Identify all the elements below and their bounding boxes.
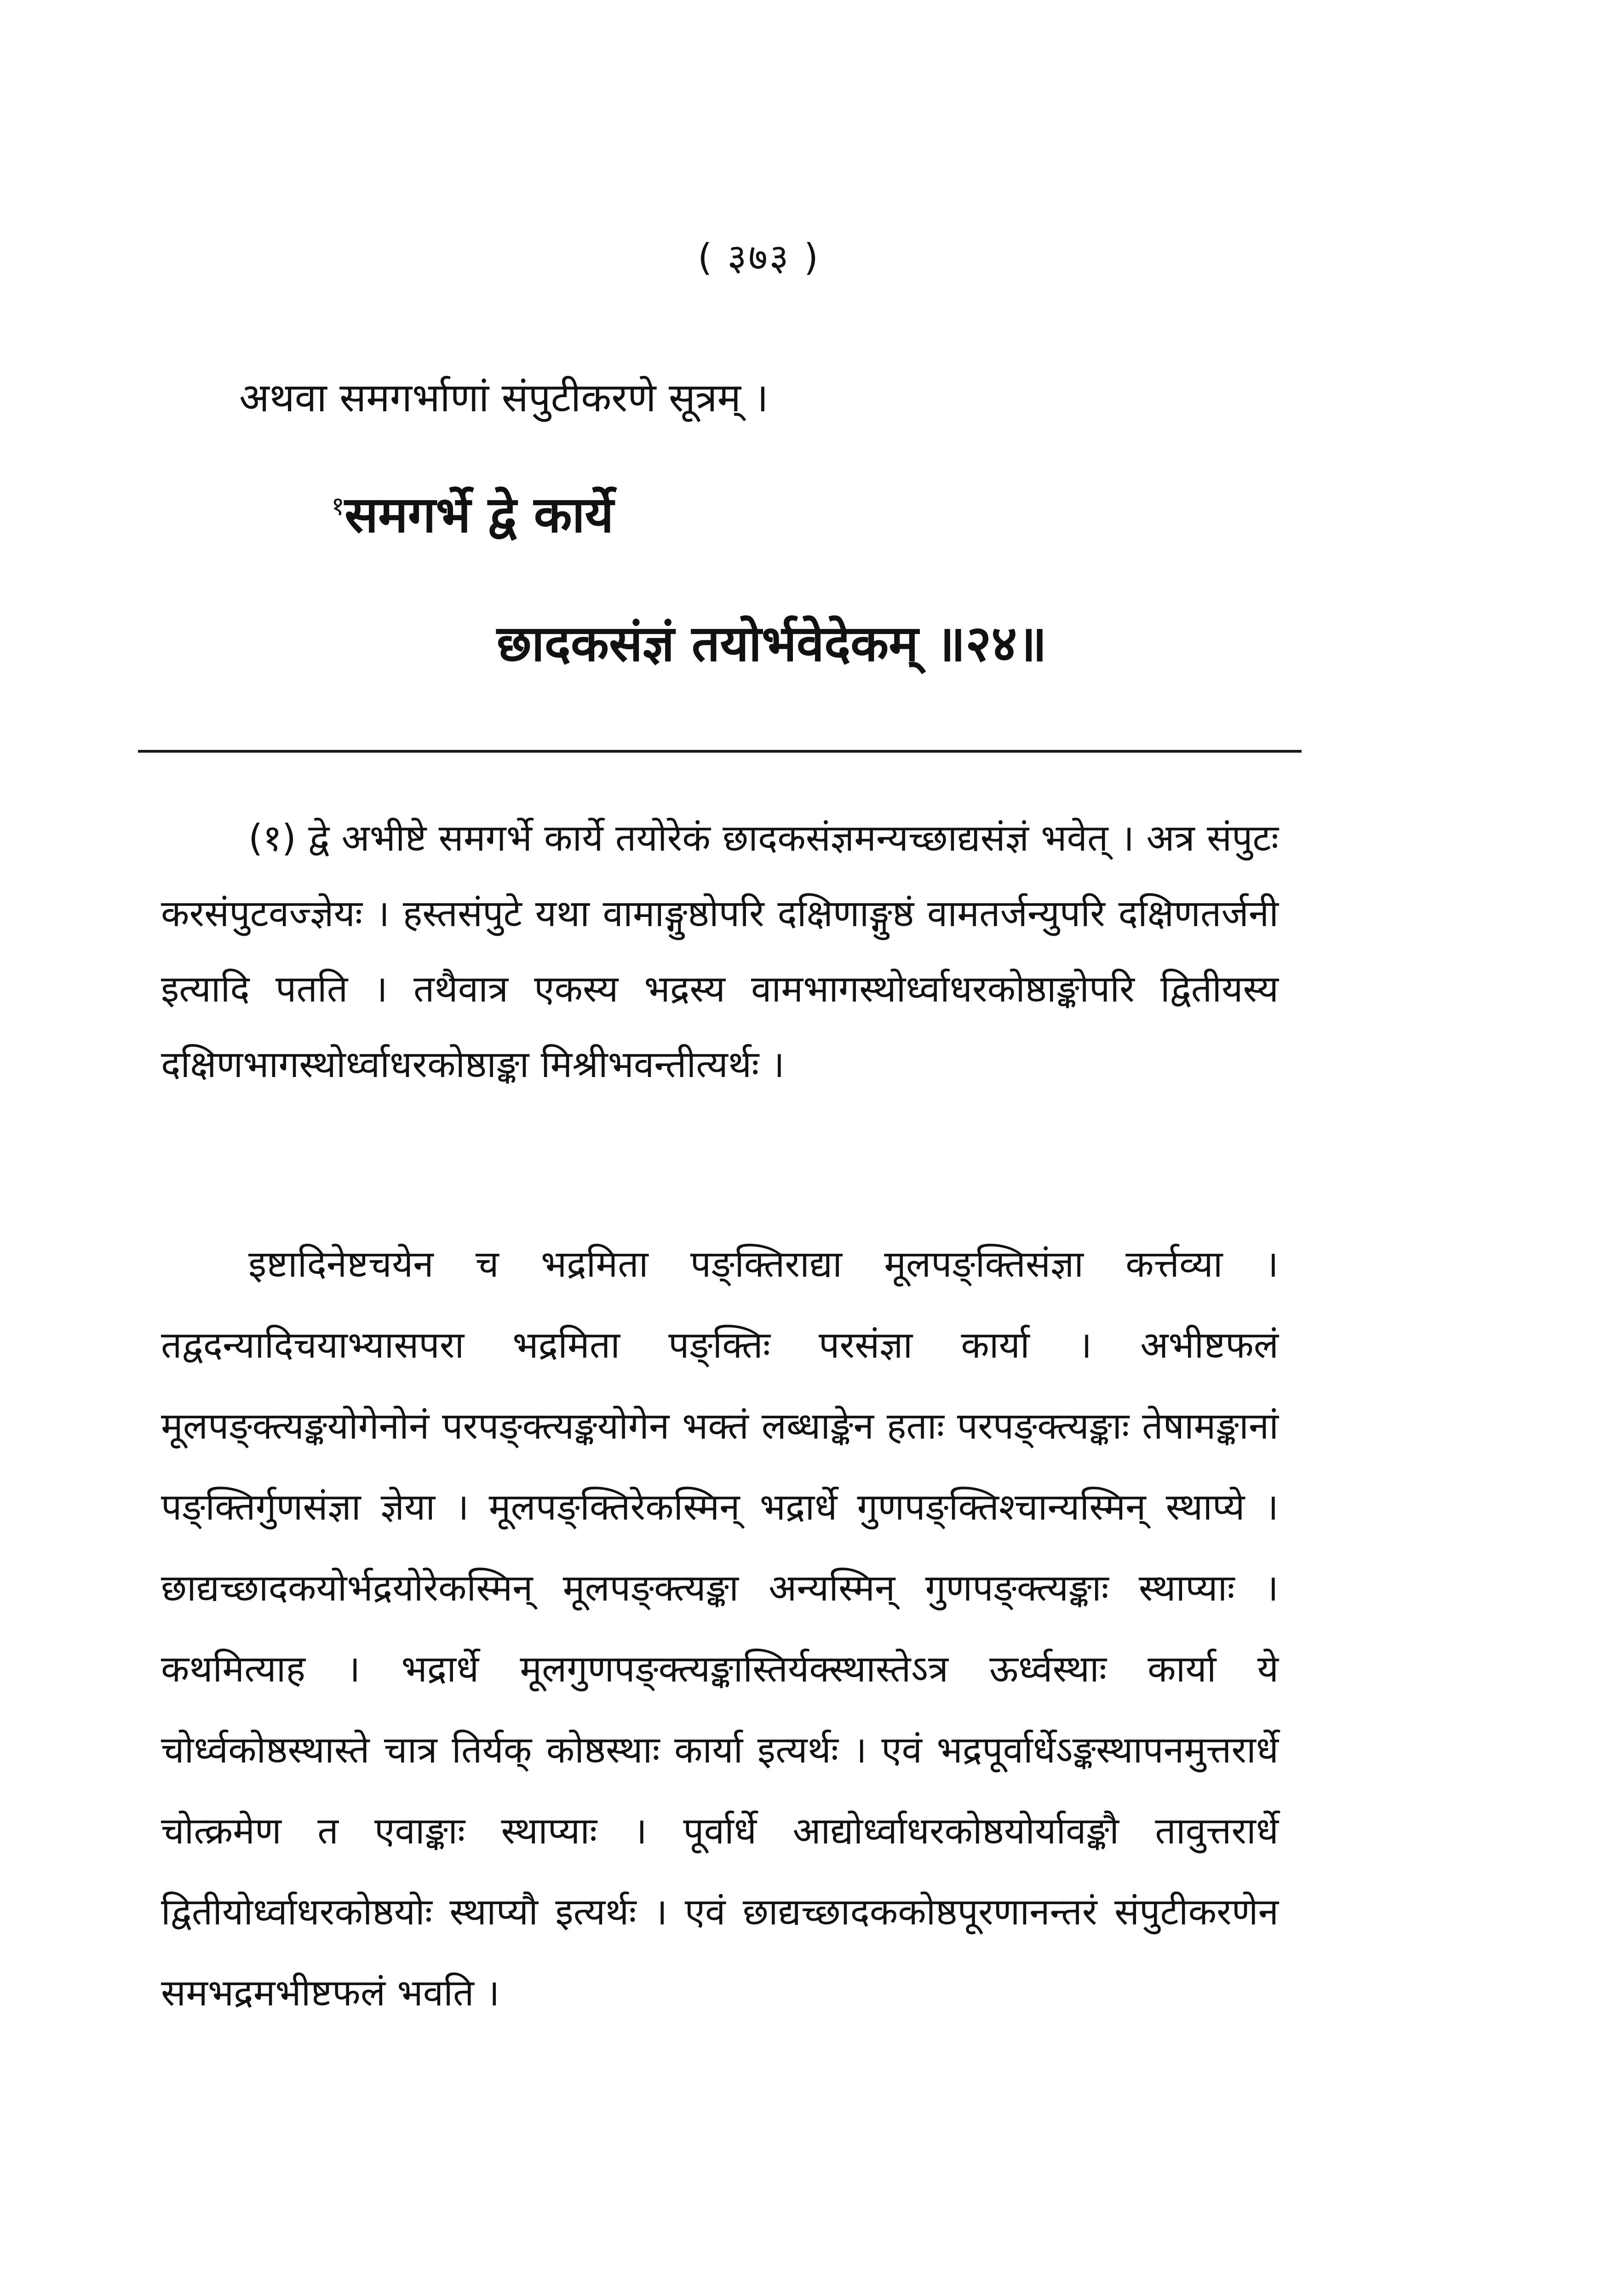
explanation-paragraph (161, 1224, 1279, 2199)
commentary-text: (१) द्वे अभीष्टे समगर्भे कार्ये तयोरेकं छादकसंज्ञमन्यच्छाद्यसंज्ञं भवेत् । अत्र संपुटः करसंपुटवज्ज्ञेयः । हस्तसंपुटे यथा वामाङ्गुष्ठोपरि दक्षिणाङ्गुष्ठं वामतर्जन्युपरि दक्षिणतर्जनी इत्यादि पतति । तथैवात्र एकस्य भद्रस्य वामभागस्थोर्ध्वाधरकोष्ठाङ्कोपरि द्वितीयस्य दक्षिणभागस्थोर्ध्वाधरकोष्ठाङ्का मिश्रीभवन्तीत्यर्थः । (161, 817, 1279, 1086)
sutra-line-1-text: समगर्भे द्वे कार्ये (344, 486, 614, 544)
commentary-paragraph (161, 801, 1279, 1178)
sutra-line-1 (331, 478, 1343, 552)
section-divider (138, 750, 1302, 753)
footnote-mark: १ (331, 491, 345, 521)
intro-line: अथवा समगर्भाणां संपुटीकरणे सूत्रम् । (239, 375, 769, 421)
sutra-line-2: छादकसंज्ञं तयोर्भवेदेकम् ॥२४॥ (497, 615, 1047, 673)
page-number: ( ३७३ ) (697, 236, 821, 279)
explanation-text: इष्टादिनेष्टचयेन च भद्रमिता पङ्क्तिराद्या मूलपङ्क्तिसंज्ञा कर्त्तव्या । तद्वदन्यादिचयाभ्यासपरा भद्रमिता पङ्क्तिः परसंज्ञा कार्या । अभीष्टफलं मूलपङ्क्त्यङ्कयोगेनोनं परपङ्क्त्यङ्कयोगेन भक्तं लब्धाङ्केन हताः परपङ्क्त्यङ्काः तेषामङ्कानां पङ्क्तिर्गुणसंज्ञा ज्ञेया । मूलपङ्क्तिरेकस्मिन् भद्रार्धे गुणपङ्क्तिश्चान्यस्मिन् स्थाप्ये । छाद्यच्छादकयोर्भद्रयोरेकस्मिन् मूलपङ्क्त्यङ्का अन्यस्मिन् गुणपङ्क्त्यङ्काः स्थाप्याः । कथमित्याह । भद्रार्धे मूलगुणपङ्क्त्यङ्कास्तिर्यक्स्थास्तेऽत्र ऊर्ध्वस्थाः कार्या ये चोर्ध्वकोष्ठस्थास्ते चात्र तिर्यक् कोष्ठस्थाः कार्या इत्यर्थः । एवं भद्रपूर्वार्धेऽङ्कस्थापनमुत्तरार्धे चोत्क्रमेण त एवाङ्काः स्थाप्याः । पूर्वार्धे आद्योर्ध्वाधरकोष्ठयोर्यावङ्कौ तावुत्तरार्धे द्वितीयोर्ध्वाधरकोष्ठयोः स्थाप्यौ इत्यर्थः । एवं छाद्यच्छादककोष्ठपूरणानन्तरं संपुटीकरणेन समभद्रमभीष्टफलं भवति । (161, 1243, 1279, 2014)
